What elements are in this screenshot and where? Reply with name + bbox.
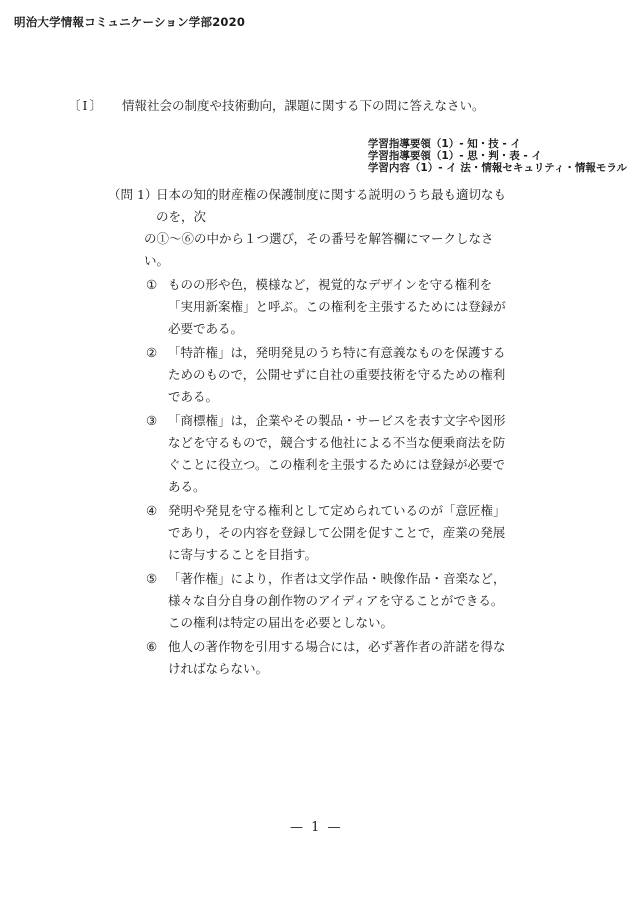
question-text-line1: 日本の知的財産権の保護制度に関する説明のうち最も適切なものを，次 xyxy=(156,187,507,224)
answer-options xyxy=(108,274,508,680)
curriculum-guidelines xyxy=(368,138,627,174)
option-number: ⑥ xyxy=(146,639,158,654)
option-text: 発明や発見を守る権利として定められているのが「意匠権」であり，その内容を登録して公開を促すことで，産業の発展に寄与することを目指す。 xyxy=(168,503,506,562)
question-intro xyxy=(108,184,508,272)
option-1 xyxy=(108,274,508,340)
guideline-line: 学習内容（1）- イ 法・情報セキュリティ・情報モラル xyxy=(367,162,627,174)
page-number: — 1 — xyxy=(290,820,343,835)
option-number: ③ xyxy=(146,413,158,428)
option-text: ものの形や色，模様など，視覚的なデザインを守る権利を「実用新案権」と呼ぶ。この権利を主張するためには登録が必要である。 xyxy=(168,277,506,336)
section-mark: 〔Ⅰ〕 xyxy=(68,98,104,113)
option-4 xyxy=(108,500,508,566)
question-label: （問 1） xyxy=(108,187,158,202)
guideline-line: 学習指導要領（1）- 思・判・表 - イ xyxy=(367,150,542,162)
option-number: ⑤ xyxy=(146,571,158,586)
guideline-line: 学習指導要領（1）- 知・技 - イ xyxy=(367,138,521,150)
option-text: 「著作権」により，作者は文学作品・映像作品・音楽など，様々な自分自身の創作物のアイディアを守ることができる。この権利は特定の届出を必要としない。 xyxy=(168,571,506,630)
question-text-line2: の①〜⑥の中から１つ選び，その番号を解答欄にマークしなさい。 xyxy=(144,231,494,268)
option-number: ④ xyxy=(146,503,158,518)
document-header: 明治大学情報コミュニケーション学部2020 xyxy=(14,15,246,29)
section-instruction: 情報社会の制度や技術動向，課題に関する下の問に答えなさい。 xyxy=(121,98,485,113)
section-heading xyxy=(68,96,484,114)
option-2 xyxy=(108,342,508,408)
option-6 xyxy=(108,636,508,680)
option-text: 「商標権」は，企業やその製品・サービスを表す文字や図形などを守るもので，競合する他社による不当な便乗商法を防ぐことに役立つ。この権利を主張するためには登録が必要である。 xyxy=(168,413,506,494)
option-text: 「特許権」は，発明発見のうち特に有意義なものを保護するためのもので，公開せずに自社の重要技術を守るための権利である。 xyxy=(168,345,506,404)
option-number: ② xyxy=(146,345,158,360)
question-1 xyxy=(108,184,508,680)
option-number: ① xyxy=(146,277,158,292)
option-5 xyxy=(108,568,508,634)
option-3 xyxy=(108,410,508,498)
option-text: 他人の著作物を引用する場合には，必ず著作者の許諾を得なければならない。 xyxy=(168,639,506,676)
